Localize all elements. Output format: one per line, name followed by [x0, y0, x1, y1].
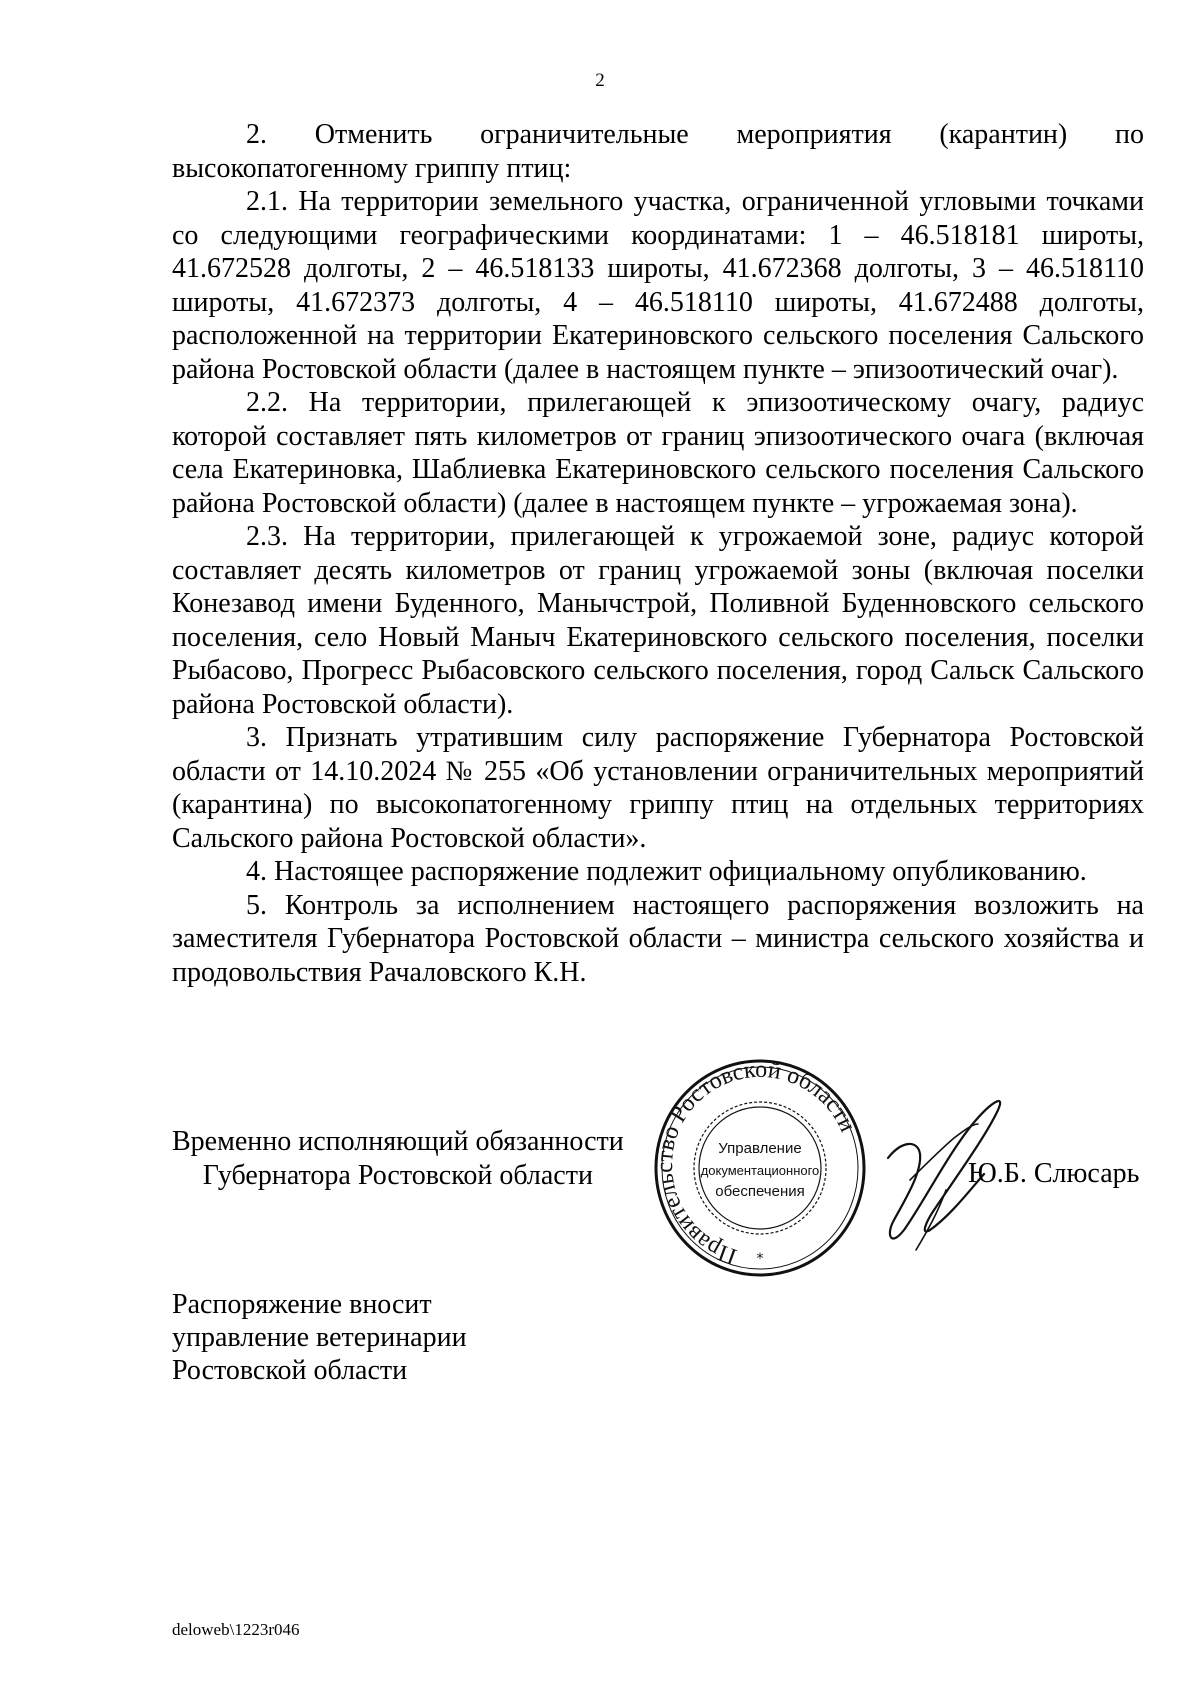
seal-inner-line1: Управление: [718, 1140, 802, 1157]
paragraph-2-3: 2.3. На территории, прилегающей к угрожаемой зоне, радиус которой составляет десять километров от границ угрожаемой зоны (включая поселки Конезавод имени Буденного, Манычстрой, Поливной Буденновского сельского поселения, село Новый Маныч Екатериновского сельского поселения, поселки Рыбасово, Прогресс Рыбасовского сельского поселения, город Сальск Сальского района Ростовской области).: [172, 521, 1144, 720]
seal-inner-line3: обеспечения: [715, 1183, 805, 1200]
seal-star-icon: *: [756, 1251, 764, 1267]
seal-outer-text: Правительство Ростовской области: [651, 1056, 861, 1270]
paragraph-2-1: 2.1. На территории земельного участка, ограниченной угловыми точками со следующими географическими координатами: 1 – 46.518181 широты, 41.672528 долготы, 2 – 46.518133 широты, 41.672368 долготы, 3 – 46.518110 широты, 41.672373 долготы, 4 – 46.518110 широты, 41.672488 долготы, расположенной на территории Екатериновского сельского поселения Сальского района Ростовской области (далее в настоящем пункте – эпизоотический очаг).: [172, 186, 1144, 385]
submitter-line1: Распоряжение вносит: [172, 1289, 432, 1320]
signer-name: Ю.Б. Слюсарь: [968, 1158, 1140, 1189]
submitter-line3: Ростовской области: [172, 1355, 408, 1386]
paragraph-2-2: 2.2. На территории, прилегающей к эпизоотическому очагу, радиус которой составляет пять километров от границ эпизоотического очага (включая села Екатериновка, Шаблиевка Екатериновского сельского поселения Сальского района Ростовской области) (далее в настоящем пункте – угрожаемая зона).: [172, 387, 1144, 519]
footer-document-code: deloweb\1223r046: [172, 1620, 300, 1639]
submitter-line2: управление ветеринарии: [172, 1322, 467, 1353]
signatory-title-line2: Губернатора Ростовской области: [202, 1159, 593, 1191]
submitter-block: [172, 1288, 467, 1387]
document-body: [172, 118, 1144, 989]
seal-inner-line2: документационного: [700, 1163, 820, 1178]
paragraph-4: 4. Настоящее распоряжение подлежит официальному опубликованию.: [246, 856, 1087, 887]
signatory-title-line1: Временно исполняющий обязанности: [172, 1126, 624, 1157]
paragraph-5: 5. Контроль за исполнением настоящего распоряжения возложить на заместителя Губернатора Ростовской области – министра сельского хозяйства и продовольствия Рачаловского К.Н.: [172, 889, 1144, 988]
paragraph-3: 3. Признать утратившим силу распоряжение Губернатора Ростовской области от 14.10.2024 № 255 «Об установлении ограничительных мероприятий (карантина) по высокопатогенному гриппу птиц на отдельных территориях Сальского района Ростовской области».: [172, 722, 1144, 854]
paragraph-2: 2. Отменить ограничительные мероприятия (карантин) по высокопатогенному гриппу птиц:: [172, 119, 1144, 184]
official-seal: [650, 1053, 870, 1283]
signatory-title: [172, 1125, 624, 1192]
page-number: 2: [595, 70, 605, 91]
